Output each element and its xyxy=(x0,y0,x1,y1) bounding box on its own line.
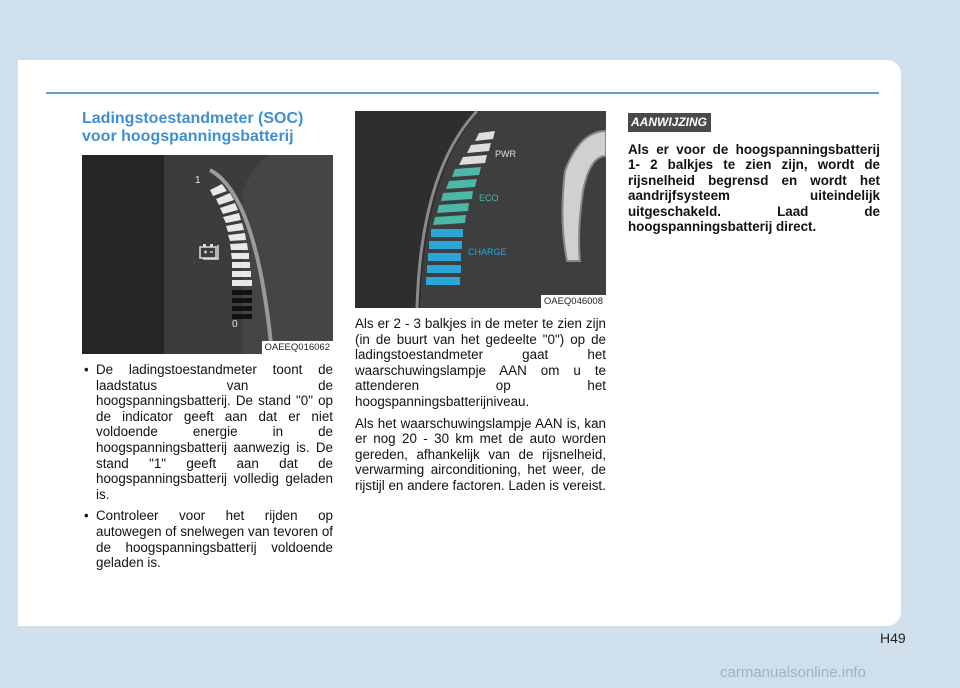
power-gauge-graphic xyxy=(355,111,606,308)
bullet-item-1: • De ladingstoestandmeter toont de laadstatus van de hoogspanningsbatterij. De stand "0" op de indicator geeft aan dat er niet voldoende energie in de hoogspanningsbatterij aanwezig is. De stand "1" geeft aan dat de hoogspanningsbatterij volledig geladen is. xyxy=(82,362,333,502)
soc-label-1: 1 xyxy=(195,175,201,186)
power-gauge-figure xyxy=(355,111,606,308)
bullet-list xyxy=(82,362,333,571)
paragraph-2: Als het waarschuwingslampje AAN is, kan er nog 20 - 30 km met de auto worden gereden, afhankelijk van de rijsnelheid, verwarming airconditioning, het weer, de rijstijl en andere factoren. Laden is vereist. xyxy=(355,415,606,493)
column2-text xyxy=(355,316,606,500)
figure2-caption: OAEQ046008 xyxy=(541,295,606,308)
charge-label: CHARGE xyxy=(468,247,507,257)
pwr-label: PWR xyxy=(495,149,516,159)
section-title xyxy=(82,110,342,146)
bullet-item-2: • Controleer voor het rijden op autowegen of snelwegen van tevoren of de hoogspanningsbatterij voldoende geladen is. xyxy=(82,508,333,570)
column1-text xyxy=(82,362,333,577)
watermark: carmanualsonline.info xyxy=(720,664,866,681)
page-number: H49 xyxy=(880,630,906,646)
notice-badge: AANWIJZING xyxy=(628,113,711,132)
paragraph-1: Als er 2 - 3 balkjes in de meter te zien zijn (in de buurt van het gedeelte "0") op de ladingstoestandmeter gaat het waarschuwingslampje AAN om u te attenderen op het hoogspanningsbatterijniveau. xyxy=(355,316,606,409)
soc-gauge-figure xyxy=(82,155,333,354)
soc-gauge-graphic xyxy=(82,155,333,354)
section-title-line2: voor hoogspanningsbatterij xyxy=(82,128,294,145)
header-rule xyxy=(46,92,879,94)
eco-label: ECO xyxy=(479,193,499,203)
soc-label-0: 0 xyxy=(232,319,238,330)
figure1-caption: OAEEQ016062 xyxy=(262,341,334,354)
notice-text: Als er voor de hoogspanningsbatterij 1- 2 balkjes te zien zijn, wordt de rijsnelheid begrensd en wordt het aandrijfsysteem uiteindelijk uitgeschakeld. Laad de hoogspanningsbatterij direct. xyxy=(628,142,880,235)
section-title-line1: Ladingstoestandmeter (SOC) xyxy=(82,110,304,127)
